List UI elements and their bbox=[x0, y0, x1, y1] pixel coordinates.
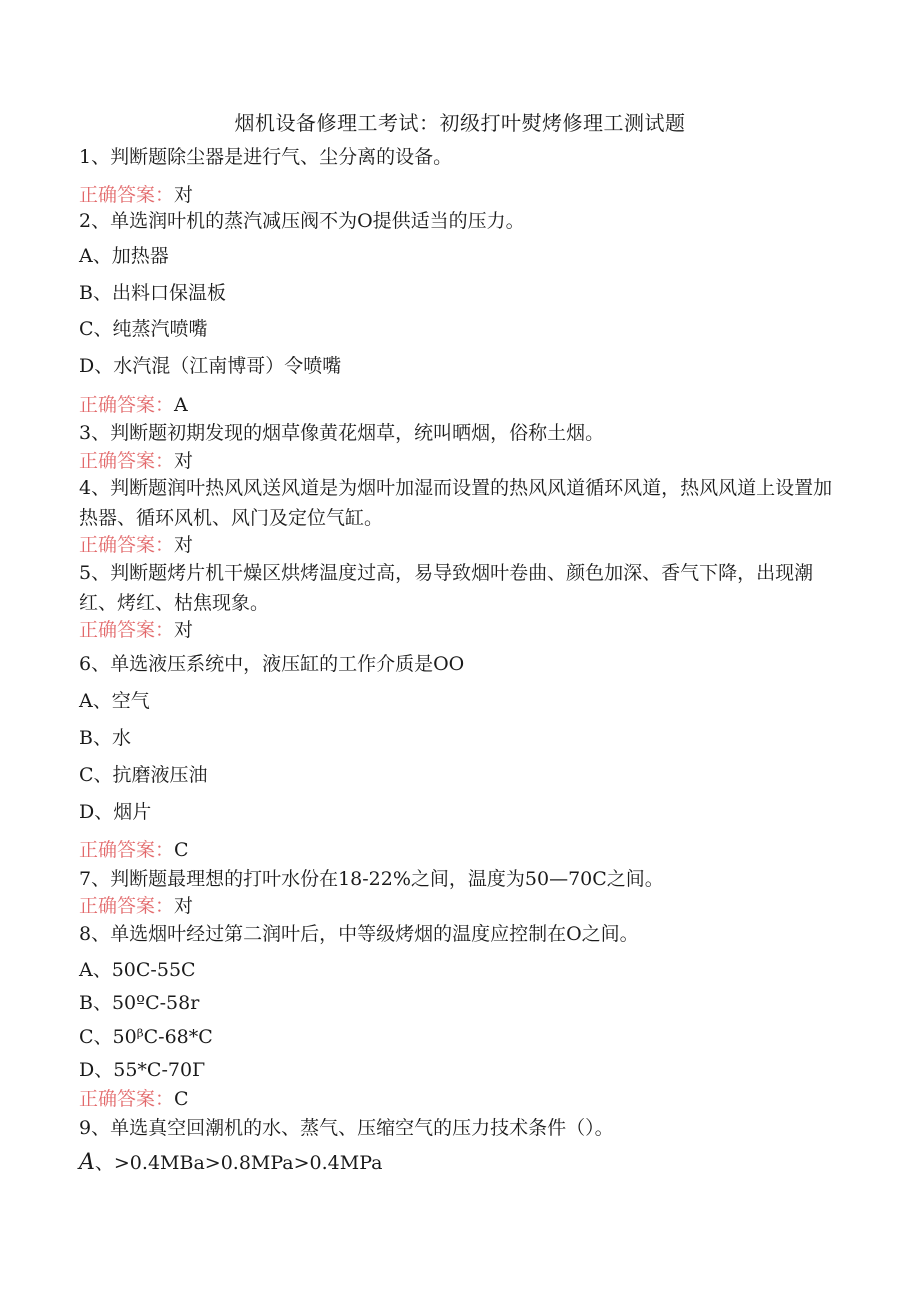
question-3-answer bbox=[79, 446, 193, 476]
question-2-option-d: D、水汽混（江南博哥）令喷嘴 bbox=[79, 355, 342, 377]
question-2-option-b: B、出料口保温板 bbox=[79, 282, 226, 304]
question-4-stem: 4、判断题润叶热风风送风道是为烟叶加湿而设置的热风风道循环风道，热风风道上设置加热器、循环风机、风门及定位气缸。 bbox=[79, 477, 833, 529]
question-8-option-b: B、50ºC-58r bbox=[79, 992, 200, 1014]
question-6-option-c: C、抗磨液压油 bbox=[79, 764, 208, 786]
answer-value: A bbox=[174, 394, 188, 416]
answer-label: 正确答案： bbox=[79, 619, 175, 641]
answer-value: 对 bbox=[174, 619, 194, 641]
question-6-option-a: A、空气 bbox=[79, 690, 150, 712]
answer-value: 对 bbox=[174, 184, 194, 206]
question-7-answer bbox=[79, 891, 193, 921]
question-6-option-b: B、水 bbox=[79, 727, 131, 749]
answer-value: C bbox=[174, 1088, 189, 1110]
question-1-stem: 1、判断题除尘器是进行气、尘分离的设备。 bbox=[79, 146, 453, 168]
answer-label: 正确答案： bbox=[79, 895, 175, 917]
answer-value: 对 bbox=[174, 534, 194, 556]
question-9-stem: 9、单选真空回潮机的水、蒸气、压缩空气的压力技术条件（）。 bbox=[79, 1117, 614, 1139]
question-2-option-a: A、加热器 bbox=[79, 245, 169, 267]
question-2-stem: 2、单选润叶机的蒸汽减压阀不为O提供适当的压力。 bbox=[79, 210, 525, 232]
answer-value: 对 bbox=[174, 895, 194, 917]
answer-label: 正确答案： bbox=[79, 534, 175, 556]
question-8-option-d: D、55*C-70Γ bbox=[79, 1059, 206, 1081]
answer-label: 正确答案： bbox=[79, 839, 175, 861]
question-5-stem: 5、判断题烤片机干燥区烘烤温度过高，易导致烟叶卷曲、颜色加深、香气下降，出现潮红、烤红、枯焦现象。 bbox=[79, 562, 814, 614]
answer-value: C bbox=[174, 839, 189, 861]
question-8-stem: 8、单选烟叶经过第二润叶后，中等级烤烟的温度应控制在O之间。 bbox=[79, 923, 639, 945]
question-6-answer bbox=[79, 835, 189, 865]
question-2-option-c: C、纯蒸汽喷嘴 bbox=[79, 318, 208, 340]
option-letter: A bbox=[79, 1150, 95, 1175]
question-4-answer bbox=[79, 530, 193, 560]
question-8-option-a: A、50C-55C bbox=[79, 959, 196, 981]
answer-label: 正确答案： bbox=[79, 1088, 175, 1110]
question-9-option-a bbox=[79, 1148, 382, 1178]
answer-label: 正确答案： bbox=[79, 450, 175, 472]
question-5-answer bbox=[79, 615, 193, 645]
question-6-stem: 6、单选液压系统中，液压缸的工作介质是OO bbox=[79, 653, 465, 675]
question-2-answer bbox=[79, 390, 188, 420]
question-7-stem: 7、判断题最理想的打叶水份在18-22%之间，温度为50—70C之间。 bbox=[79, 868, 664, 890]
answer-value: 对 bbox=[174, 450, 194, 472]
option-text: 、>0.4MBa>0.8MPa>0.4MPa bbox=[94, 1152, 383, 1174]
question-6-option-d: D、烟片 bbox=[79, 801, 152, 823]
answer-label: 正确答案： bbox=[79, 184, 175, 206]
question-8-answer bbox=[79, 1084, 189, 1114]
answer-label: 正确答案： bbox=[79, 394, 175, 416]
question-3-stem: 3、判断题初期发现的烟草像黄花烟草，统叫晒烟，俗称土烟。 bbox=[79, 422, 605, 444]
question-8-option-c: C、50ᵝC-68*C bbox=[79, 1026, 213, 1048]
document-title: 烟机设备修理工考试：初级打叶熨烤修理工测试题 bbox=[234, 111, 686, 135]
